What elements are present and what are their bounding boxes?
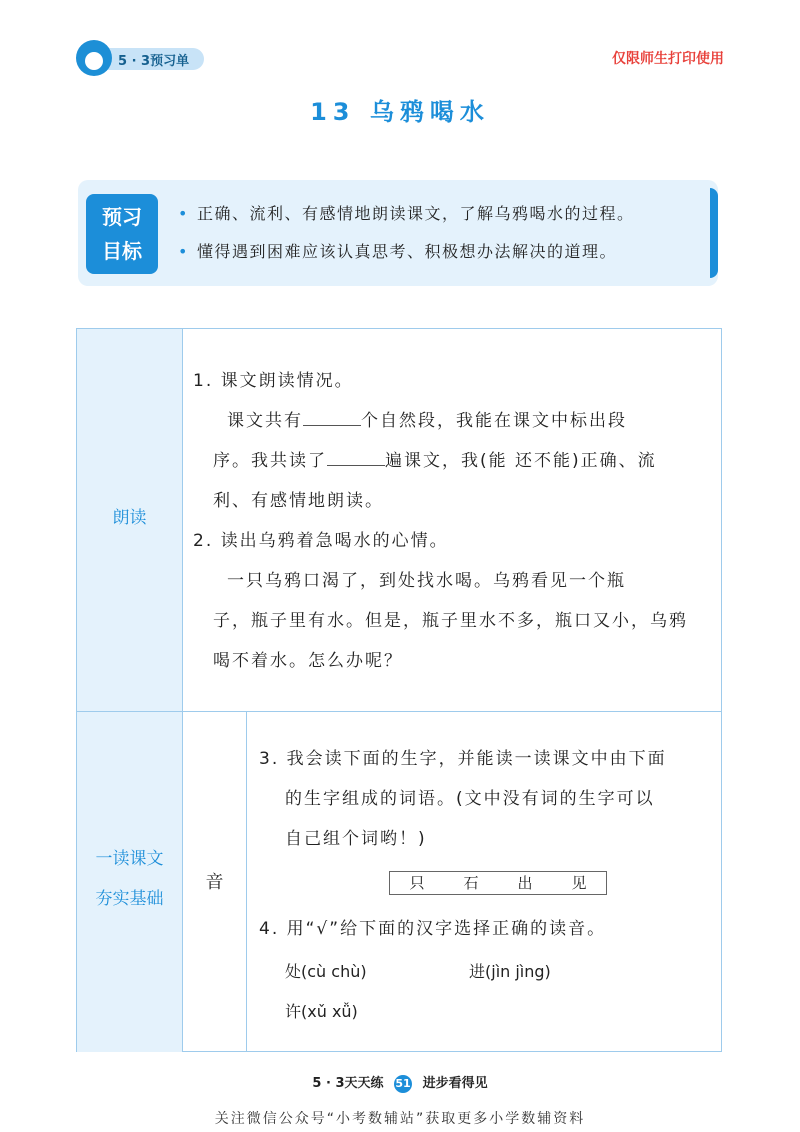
section-label-reading <box>77 329 183 711</box>
page-footer <box>0 1072 800 1093</box>
question-2-passage-line2: 子，瓶子里有水。但是，瓶子里水不多，瓶口又小，乌鸦 <box>213 611 688 631</box>
basics-content <box>259 739 709 859</box>
mascot-icon <box>76 40 112 76</box>
badge-label: 5 · 3预习单 <box>118 54 190 69</box>
preview-goals-box <box>78 180 718 286</box>
character: 见 <box>571 874 587 892</box>
sub-label-text: 音 <box>205 872 224 893</box>
section-label-line2: 夯实基础 <box>95 889 164 909</box>
watermark: 关注微信公众号“小考数辅站”获取更多小学数辅资料 <box>214 1111 586 1127</box>
brand-badge <box>76 40 206 76</box>
goals-tag-line2: 目标 <box>102 239 142 263</box>
question-3-line3: 自己组个词哟！) <box>285 829 427 849</box>
q1-text-a: 课文共有 <box>227 411 303 431</box>
character: 石 <box>463 874 479 892</box>
character: 只 <box>409 874 425 892</box>
question-2-passage-line1: 一只乌鸦口渴了，到处找水喝。乌鸦看见一个瓶 <box>227 571 626 591</box>
pinyin-choice[interactable]: 处(cù chù) <box>285 962 367 981</box>
exercise-table <box>76 328 722 1052</box>
footer-right: 进步看得见 <box>422 1076 488 1091</box>
print-note: 仅限师生打印使用 <box>612 51 724 67</box>
question-2: 2. 读出乌鸦着急喝水的心情。 <box>193 531 449 551</box>
question-4: 4. 用“√”给下面的汉字选择正确的读音。 <box>259 919 607 939</box>
goal-item: • 正确、流利、有感情地朗读课文，了解乌鸦喝水的过程。 <box>178 202 698 240</box>
pinyin-choice[interactable]: 进(jìn jìng) <box>469 962 551 981</box>
goals-edge <box>710 188 718 278</box>
goals-tag <box>86 194 158 274</box>
character: 出 <box>517 874 533 892</box>
reading-content <box>193 361 713 681</box>
question-1-line1 <box>193 401 713 441</box>
sub-label-pronunciation <box>183 712 247 1052</box>
lesson-title: 13 乌鸦喝水 <box>310 98 490 126</box>
goal-item: • 懂得遇到困难应该认真思考、积极想办法解决的道理。 <box>178 240 698 278</box>
question-3-line2: 的生字组成的词语。(文中没有词的生字可以 <box>285 789 655 809</box>
footer-left: 5 · 3天天练 <box>312 1076 384 1091</box>
q1-text-c: 序。我共读了 <box>213 451 327 471</box>
pinyin-choice[interactable]: 许(xǔ xǚ) <box>285 1002 358 1021</box>
characters-box <box>389 871 607 895</box>
question-3-line1: 3. 我会读下面的生字，并能读一读课文中由下面 <box>259 749 667 769</box>
row-divider <box>183 711 721 712</box>
goals-list <box>178 202 698 278</box>
question-2-passage-line3: 喝不着水。怎么办呢？ <box>213 651 403 671</box>
answer-blank[interactable] <box>303 405 361 426</box>
answer-blank[interactable] <box>327 445 385 466</box>
goals-tag-line1: 预习 <box>102 205 142 229</box>
section-label-text: 朗读 <box>112 508 147 528</box>
question-1: 1. 课文朗读情况。 <box>193 371 354 391</box>
page-number: 51 <box>394 1075 412 1093</box>
question-1-line2 <box>193 441 713 481</box>
q1-text-b: 个自然段，我能在课文中标出段 <box>361 411 627 431</box>
section-label-line1: 一读课文 <box>95 849 164 869</box>
section-label-basics <box>77 711 183 1052</box>
q1-text-d: 遍课文，我(能 还不能)正确、流 <box>385 451 657 471</box>
question-1-line3: 利、有感情地朗读。 <box>213 491 384 511</box>
